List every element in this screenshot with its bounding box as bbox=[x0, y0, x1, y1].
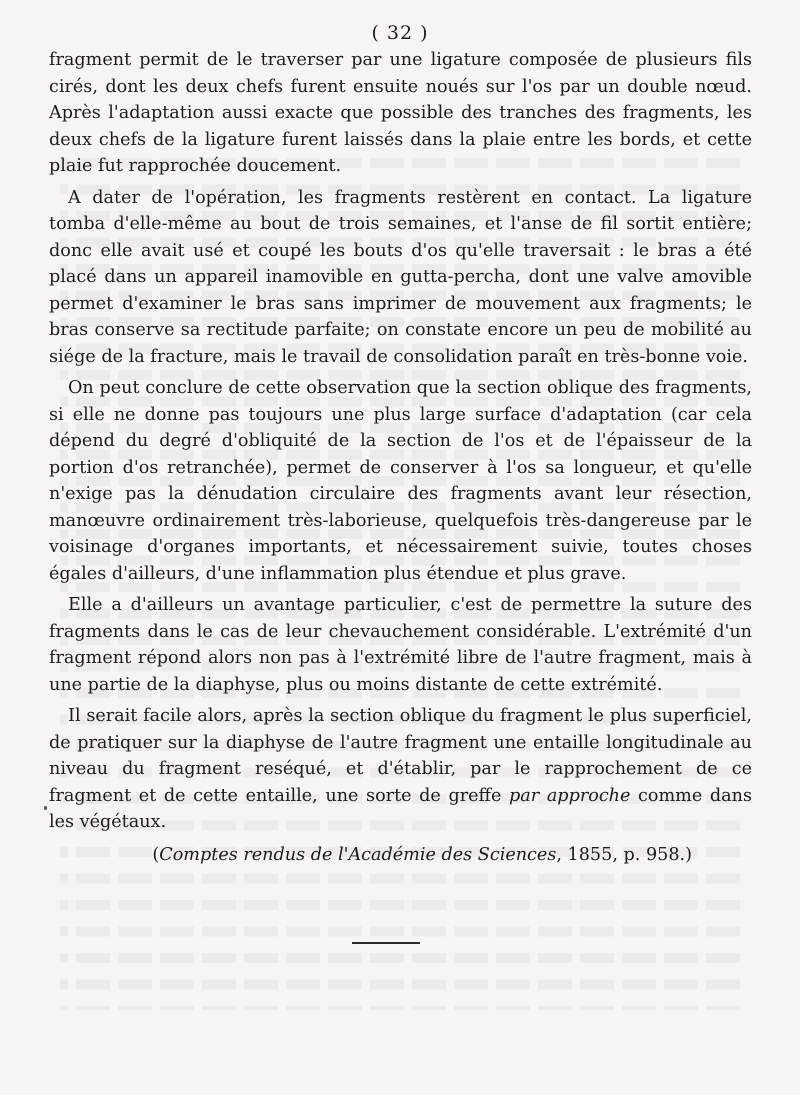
page-number: ( 32 ) bbox=[371, 22, 429, 44]
citation-title: Comptes rendus de l'Académie des Sciences bbox=[159, 844, 557, 865]
paragraph-text: Il serait facile alors, après la section oblique du fragment le plus superficiel, de pratiquer sur la diaphyse de l'autre fragment une entaille longitudinale au niveau du fragment reséqué, et d'établir, par le rapprochement de ce fragment et de cette entaille, une sorte de greffe bbox=[49, 706, 752, 806]
citation-year-page: , 1855, p. 958.) bbox=[556, 844, 692, 865]
body-text bbox=[49, 47, 752, 868]
citation-open: ( bbox=[152, 844, 160, 865]
closing-rule bbox=[352, 942, 420, 944]
paragraph: fragment permit de le traverser par une ligature composée de plusieurs fils cirés, dont les deux chefs furent ensuite noués sur l'os par un double nœud. Après l'adaptation aussi exacte que possible des tranches des fragments, les deux chefs de la ligature furent laissés dans la plaie entre les bords, et cette plaie fut rapprochée doucement. bbox=[49, 50, 752, 176]
paragraph: A dater de l'opération, les fragments restèrent en contact. La ligature tomba d'elle-même au bout de trois semaines, et l'anse de fil sortit entière; donc elle avait usé et coupé les bouts d'os qu'elle traversait : le bras a été placé dans un appareil inamovible en gutta-percha, dont une valve amovible permet d'examiner le bras sans imprimer de mouvement aux fragments; le bras conserve sa rectitude parfaite; on constate encore un peu de mobilité au siége de la fracture, mais le travail de consolidation paraît en très-bonne voie. bbox=[49, 187, 752, 367]
paragraph-text: comme dans les végétaux. bbox=[49, 785, 752, 832]
paragraph: On peut conclure de cette observation que la section oblique des fragments, si elle ne donne pas toujours une plus large surface d'adaptation (car cela dépend du degré d'obliquité de la section de l'os et de l'épaisseur de la portion d'os retranchée), permet de conserver à l'os sa longueur, et qu'elle n'exige pas la dénudation circulaire des fragments avant leur résection, manœuvre ordinairement très-laborieuse, quelquefois très-dangereuse par le voisinage d'organes importants, et nécessairement suivie, toutes choses égales d'ailleurs, d'une inflammation plus étendue et plus grave. bbox=[49, 378, 752, 584]
citation bbox=[49, 842, 752, 869]
paragraph: Elle a d'ailleurs un avantage particulier, c'est de permettre la suture des fragments dans le cas de leur chevauchement considérable. L'extrémité d'un fragment répond alors non pas à l'extrémité libre de l'autre fragment, mais à une partie de la diaphyse, plus ou moins distante de cette extrémité. bbox=[49, 595, 752, 695]
margin-mark bbox=[44, 806, 47, 810]
paragraph-with-italic bbox=[49, 703, 752, 836]
italic-phrase: par approche bbox=[509, 785, 631, 806]
